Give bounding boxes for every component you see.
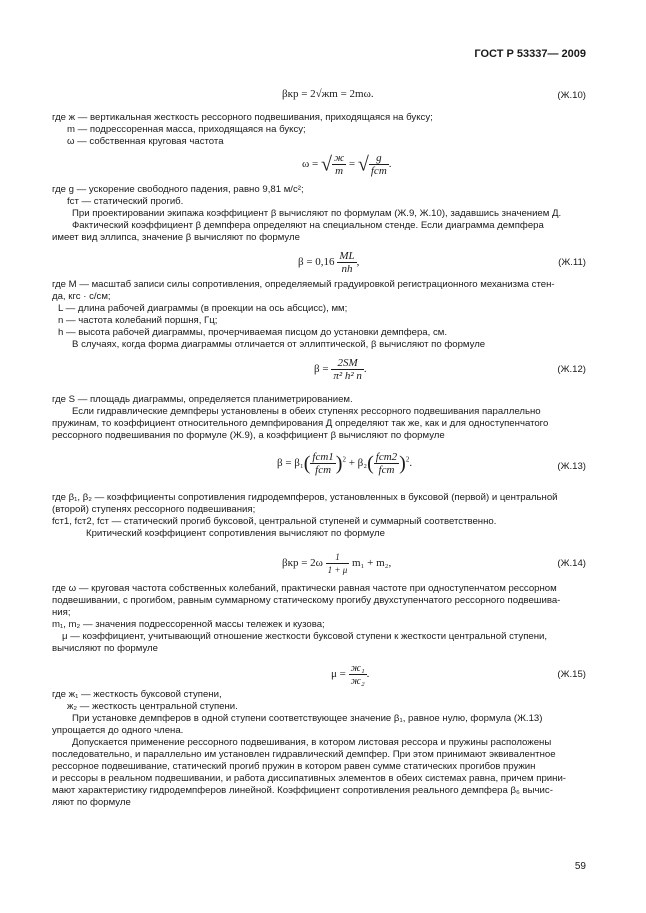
formula-omega: ω = √ $\frac{ж}{m}$ = √ $\frac{g}{\text{fст}}$ . (302, 152, 392, 177)
text-line: При проектировании экипажа коэффициент β вычисляют по формулам (Ж.9, Ж.10), задавшись значением Д. (72, 208, 562, 219)
text-line: Если гидравлические демпферы установлены в обеих ступенях рессорного подвешивания параллельно (72, 406, 541, 417)
text-line: где ж₁ — жесткость буксовой ступени, (52, 689, 222, 700)
text-line: рессорного подвешивания по формуле (Ж.9), а коэффициент β вычисляют по формуле (52, 430, 445, 441)
equation-number-zh11: (Ж.11) (558, 257, 586, 268)
text-line: Допускается применение рессорного подвешивания, в котором листовая рессора и пружины расположены (72, 737, 552, 748)
text-line: L — длина рабочей диаграммы (в проекции на ось абсцисс), мм; (58, 303, 348, 314)
text-line: (второй) ступенях рессорного подвешивания; (52, 504, 256, 515)
equation-number-zh15: (Ж.15) (557, 669, 586, 680)
text-line: упрощается до одного члена. (52, 725, 184, 736)
page-number: 59 (574, 861, 586, 872)
formula-zh14: βкр = 2ω $\frac{1}{1 + \mu}$ m₁ + m₂, (282, 552, 392, 575)
text-line: где g — ускорение свободного падения, равно 9,81 м/с²; (52, 184, 304, 195)
text-line: h — высота рабочей диаграммы, прочерчиваемая писцом до установки демпфера, см. (58, 327, 448, 338)
text-line: ω — собственная круговая частота (67, 136, 224, 147)
equation-number-zh10: (Ж.10) (557, 90, 586, 101)
text-line: ж₂ — жесткость центральной ступени. (67, 701, 238, 712)
text-line: рессорное подвешивание, статический прогиб пружин в котором равен сумме статических прогибов пружин (52, 761, 536, 772)
text-line: Фактический коэффициент β демпфера определяют на специальном стенде. Если диаграмма демпфера (72, 220, 544, 231)
text-line: последовательно, и параллельно им установлен гидравлический демпфер. При этом принимают эквивалентное (52, 749, 556, 760)
text-line: fст — статический прогиб. (67, 196, 184, 207)
text-line: и рессоры в реальном подвешивании, и работа диссипативных элементов в обеих системах равна, причем прини- (52, 773, 566, 784)
text-line: подвешивании, с прогибом, равным суммарному статическому прогибу двухступенчатого рессорного подвешива- (52, 595, 561, 606)
text-line: n — частота колебаний поршня, Гц; (58, 315, 218, 326)
text-line: имеет вид эллипса, значение β вычисляют по формуле (52, 232, 300, 243)
formula-zh13: β = β₁( $\frac{\text{fст1}}{\text{fст}}$ )$^2$ + β₂( $\frac{\text{fст2}}{\text{fст}}$ )$^2$. (277, 451, 413, 476)
text-line: m₁, m₂ — значения подрессоренной массы тележек и кузова; (52, 619, 325, 630)
text-line: Критический коэффициент сопротивления вычисляют по формуле (86, 528, 385, 539)
text-line: где ω — круговая частота собственных колебаний, практически равная частоте при одноступенчатом рессорном (52, 583, 557, 594)
text-line: где ж — вертикальная жесткость рессорного подвешивания, приходящаяся на буксу; (52, 112, 433, 123)
text-line: пружинам, то коэффициент относительного демпфирования Д определяют так же, как и для одноступенчатого (52, 418, 549, 429)
text-line: При установке демпферов в одной ступени соответствующее значение β₁, равное нулю, формула (Ж.13) (72, 713, 543, 724)
text-line: ния; (52, 607, 71, 618)
formula-zh11: β = 0,16 $\frac{ML}{nh}$ , (298, 250, 360, 275)
text-line: где S — площадь диаграммы, определяется планиметрированием. (52, 394, 353, 405)
text-line: fст1, fст2, fст — статический прогиб буксовой, центральной ступеней и суммарный соответственно. (52, 516, 497, 527)
text-line: мают характеристику гидродемпферов линейной. Коэффициент сопротивления реального демпфера β₆ вычис- (52, 785, 553, 796)
formula-zh10: βкр = 2√жm = 2mω. (282, 88, 374, 100)
text-line: вычисляют по формуле (52, 643, 158, 654)
text-line: m — подрессоренная масса, приходящаяся на буксу; (67, 124, 306, 135)
text-line: да, кгс · с/см; (52, 291, 111, 302)
text-line: где М — масштаб записи силы сопротивления, определяемый градуировкой регистрационного механизма стен- (52, 279, 555, 290)
text-line: μ — коэффициент, учитывающий отношение жесткости буксовой ступени к жесткости центральной ступени, (62, 631, 548, 642)
text-line: В случаях, когда форма диаграммы отличается от эллиптической, β вычисляют по формуле (72, 339, 486, 350)
document-header: ГОСТ Р 53337— 2009 (474, 48, 586, 60)
formula-zh15: μ = $\frac{\text{ж₁}}{\text{ж₂}}$ . (331, 662, 370, 687)
equation-number-zh13: (Ж.13) (557, 461, 586, 472)
formula-zh12: β = $\frac{2SM}{\text{π² h² n}}$ . (314, 357, 367, 382)
equation-number-zh12: (Ж.12) (557, 364, 586, 375)
text-line: ляют по формуле (52, 797, 131, 808)
equation-number-zh14: (Ж.14) (557, 558, 586, 569)
text-line: где β₁, β₂ — коэффициенты сопротивления гидродемпферов, установленных в буксовой (первой) и центральной (52, 492, 558, 503)
